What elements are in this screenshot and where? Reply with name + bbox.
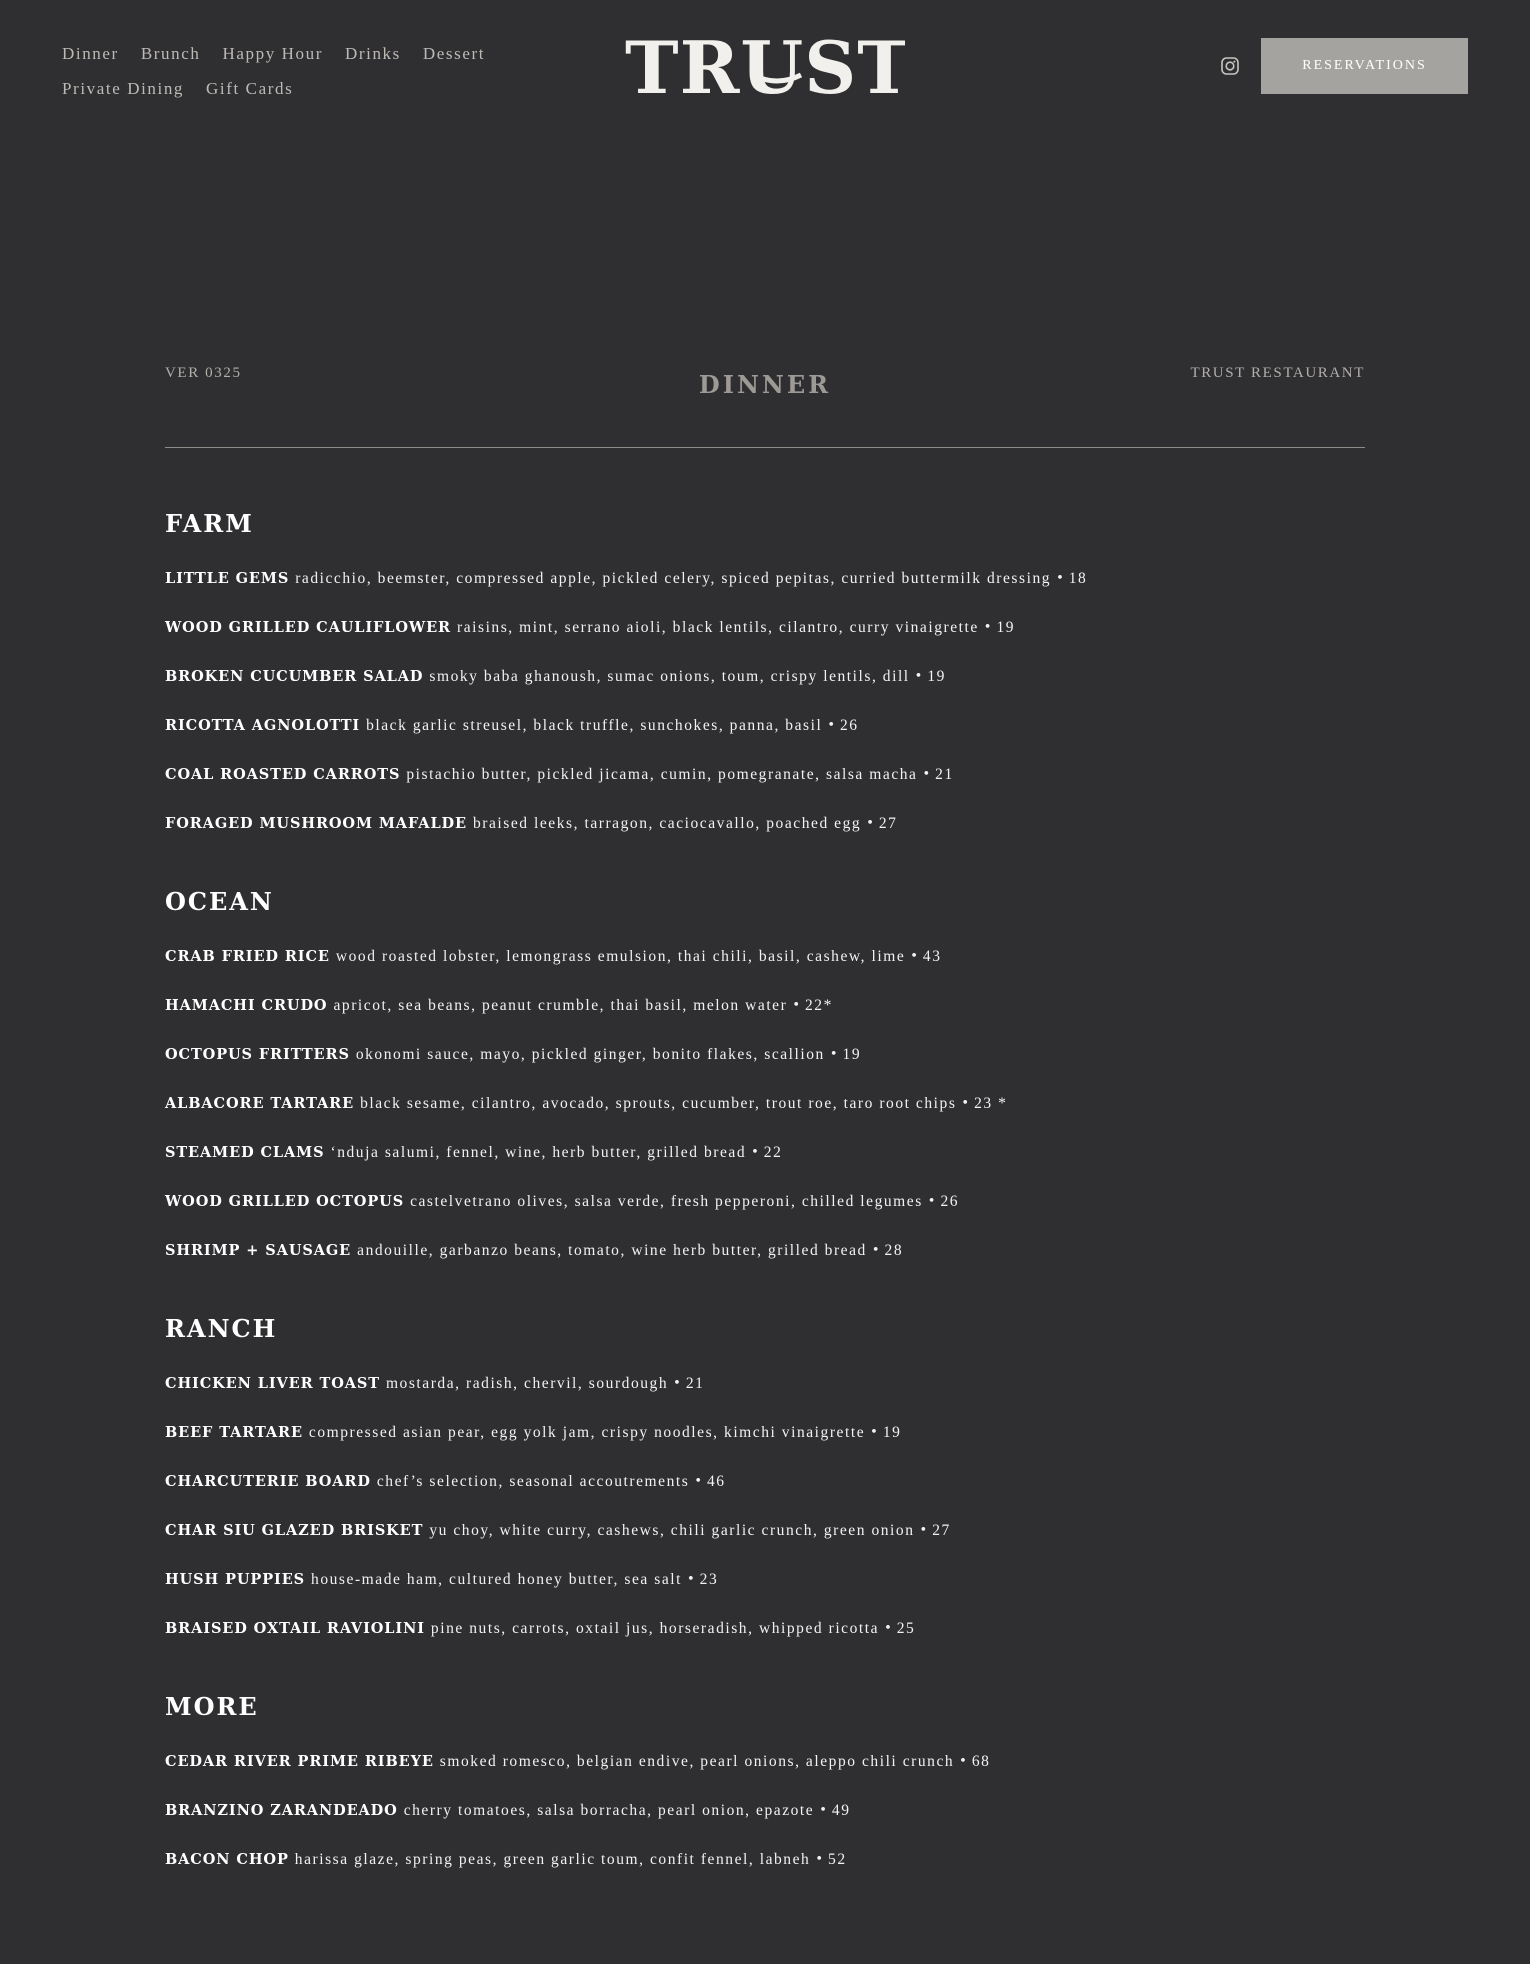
- menu-item-price: 19: [927, 667, 946, 685]
- menu-header: [165, 360, 1365, 448]
- menu-item-name: HUSH PUPPIES: [165, 1571, 306, 1588]
- restaurant-name: TRUST RESTAURANT: [1190, 365, 1365, 381]
- nav-link-dessert[interactable]: Dessert: [422, 43, 486, 63]
- menu-item-name: FORAGED MUSHROOM MAFALDE: [165, 815, 467, 832]
- menu-item-name: LITTLE GEMS: [165, 570, 290, 587]
- menu-item-description: smoky baba ghanoush, sumac onions, toum, crispy lentils, dill: [429, 667, 910, 685]
- menu-item-price: 23: [699, 1570, 719, 1588]
- menu-item-price: 43: [922, 947, 942, 965]
- price-separator: •: [870, 1425, 878, 1440]
- menu-item: [165, 932, 1365, 981]
- menu-item: [165, 1226, 1365, 1275]
- price-separator: •: [792, 998, 800, 1013]
- menu-item-description: black sesame, cilantro, avocado, sprouts, cucumber, trout roe, taro root chips: [360, 1094, 957, 1112]
- menu-item-name: CRAB FRIED RICE: [165, 948, 330, 965]
- menu-item-name: WOOD GRILLED OCTOPUS: [165, 1193, 405, 1210]
- menu-item-description: ‘nduja salumi, fennel, wine, herb butter, grilled bread: [330, 1143, 747, 1161]
- menu-item-description: andouille, garbanzo beans, tomato, wine herb butter, grilled bread: [357, 1241, 867, 1259]
- instagram-icon[interactable]: [1221, 57, 1239, 75]
- menu-item-name: COAL ROASTED CARROTS: [165, 766, 401, 783]
- menu-item: [165, 1408, 1365, 1457]
- nav-row-secondary: [62, 71, 502, 106]
- price-separator: •: [922, 767, 931, 782]
- menu-section-ranch: [165, 1309, 1365, 1653]
- menu-item-name: BROKEN CUCUMBER SALAD: [165, 668, 424, 685]
- menu-item-price: 28: [884, 1241, 904, 1259]
- menu-item-name: STEAMED CLAMS: [165, 1144, 325, 1161]
- menu-item-price: 21: [685, 1374, 705, 1392]
- menu-item-name: OCTOPUS FRITTERS: [165, 1046, 350, 1063]
- price-separator: •: [983, 620, 992, 635]
- nav-link-drinks[interactable]: Drinks: [344, 43, 401, 63]
- menu-item: [165, 1030, 1365, 1079]
- menu-item-description: smoked romesco, belgian endive, pearl onions, aleppo chili crunch: [439, 1752, 955, 1770]
- menu-item-name: CHARCUTERIE BOARD: [165, 1473, 371, 1490]
- section-title: RANCH: [165, 1314, 278, 1343]
- menu-item: [165, 1079, 1365, 1128]
- price-separator: •: [751, 1145, 759, 1160]
- section-spacer: [165, 922, 1365, 932]
- menu-item-description: mostarda, radish, chervil, sourdough: [385, 1374, 669, 1392]
- menu-section-more: [165, 1687, 1365, 1884]
- price-separator: •: [914, 669, 923, 684]
- price-separator: •: [694, 1474, 702, 1489]
- menu-item: [165, 554, 1365, 603]
- price-separator: •: [815, 1852, 824, 1867]
- menu-item-description: compressed asian pear, egg yolk jam, crispy noodles, kimchi vinaigrette: [308, 1423, 866, 1441]
- site-header: [0, 0, 1530, 140]
- nav-link-gift-cards[interactable]: Gift Cards: [206, 78, 294, 98]
- menu-item-price: 19: [842, 1045, 862, 1063]
- menu-item: [165, 1555, 1365, 1604]
- logo-wordmark: TRUST.: [625, 25, 905, 105]
- price-separator: •: [959, 1754, 967, 1769]
- menu-item-price: 25: [896, 1619, 916, 1637]
- menu-item-price: 27: [878, 814, 898, 832]
- price-separator: •: [871, 1243, 880, 1258]
- menu-sections: [165, 504, 1365, 1884]
- price-separator: •: [673, 1376, 681, 1391]
- nav-link-happy-hour[interactable]: Happy Hour: [222, 43, 323, 63]
- menu-title: DINNER: [698, 370, 832, 399]
- menu-item-name: SHRIMP + SAUSAGE: [165, 1242, 352, 1259]
- menu-item-price: 26: [940, 1192, 960, 1210]
- menu-item-price: 27: [932, 1521, 951, 1539]
- nav-link-dinner[interactable]: Dinner: [62, 43, 119, 63]
- menu-item-price: 52: [828, 1850, 847, 1868]
- menu-item-name: RICOTTA AGNOLOTTI: [165, 717, 361, 734]
- menu-item-price: 46: [707, 1472, 726, 1490]
- reservations-button[interactable]: RESERVATIONS: [1261, 38, 1468, 94]
- menu-item-description: raisins, mint, serrano aioli, black lentils, cilantro, curry vinaigrette: [456, 618, 979, 636]
- menu-item-name: CHICKEN LIVER TOAST: [165, 1375, 380, 1392]
- menu-item-description: castelvetrano olives, salsa verde, fresh pepperoni, chilled legumes: [410, 1192, 923, 1210]
- menu-item-description: pistachio butter, pickled jicama, cumin, pomegranate, salsa macha: [406, 765, 918, 783]
- menu-item: [165, 1604, 1365, 1653]
- menu-item: [165, 1786, 1365, 1835]
- menu-item: [165, 1359, 1365, 1408]
- menu-item: [165, 1177, 1365, 1226]
- menu-item-description: wood roasted lobster, lemongrass emulsion, thai chili, basil, cashew, lime: [335, 947, 906, 965]
- section-spacer: [165, 1727, 1365, 1737]
- price-separator: •: [829, 1047, 838, 1062]
- section-spacer: [165, 1349, 1365, 1359]
- menu-item: [165, 799, 1365, 848]
- price-separator: •: [961, 1096, 970, 1111]
- menu-item-description: apricot, sea beans, peanut crumble, thai basil, melon water: [333, 996, 788, 1014]
- price-separator: •: [927, 1194, 936, 1209]
- trust-logo[interactable]: [625, 25, 905, 105]
- main-nav: [62, 36, 502, 106]
- nav-link-brunch[interactable]: Brunch: [140, 43, 201, 63]
- menu-item-name: ALBACORE TARTARE: [165, 1095, 355, 1112]
- price-separator: •: [819, 1803, 827, 1818]
- menu-item-name: HAMACHI CRUDO: [165, 997, 328, 1014]
- menu-item-price: 68: [971, 1752, 991, 1770]
- price-separator: •: [1056, 571, 1064, 586]
- menu-item-name: WOOD GRILLED CAULIFLOWER: [165, 619, 451, 636]
- price-separator: •: [884, 1621, 892, 1636]
- menu-item-description: harissa glaze, spring peas, green garlic toum, confit fennel, labneh: [294, 1850, 811, 1868]
- menu-item-description: chef’s selection, seasonal accoutrements: [376, 1472, 690, 1490]
- menu-item-price: 19: [996, 618, 1016, 636]
- price-separator: •: [910, 949, 918, 964]
- menu-item-price: 22: [763, 1143, 783, 1161]
- menu-item-price: 23 *: [974, 1094, 1008, 1112]
- menu-item-name: BACON CHOP: [165, 1851, 289, 1868]
- section-title: FARM: [165, 509, 254, 538]
- nav-link-private-dining[interactable]: Private Dining: [62, 78, 185, 98]
- menu-item: [165, 1835, 1365, 1884]
- price-separator: •: [827, 718, 835, 733]
- menu-item-description: cherry tomatoes, salsa borracha, pearl onion, epazote: [403, 1801, 815, 1819]
- menu-item: [165, 1128, 1365, 1177]
- menu-version: VER 0325: [165, 365, 242, 381]
- section-title: MORE: [165, 1692, 259, 1721]
- menu-item: [165, 750, 1365, 799]
- menu-item: [165, 1737, 1365, 1786]
- nav-row-primary: [62, 36, 502, 71]
- menu-item-name: BRANZINO ZARANDEADO: [165, 1802, 398, 1819]
- menu-item: [165, 1506, 1365, 1555]
- menu-item-price: 22*: [805, 996, 833, 1014]
- menu-item-name: CHAR SIU GLAZED BRISKET: [165, 1522, 424, 1539]
- section-spacer: [165, 544, 1365, 554]
- menu-item: [165, 701, 1365, 750]
- menu-item: [165, 652, 1365, 701]
- menu-item: [165, 603, 1365, 652]
- menu-item-description: pine nuts, carrots, oxtail jus, horseradish, whipped ricotta: [430, 1619, 880, 1637]
- menu-item-price: 49: [831, 1801, 851, 1819]
- menu-item-price: 21: [935, 765, 954, 783]
- menu-section-ocean: [165, 882, 1365, 1275]
- menu-item-price: 26: [840, 716, 859, 734]
- menu-item-name: CEDAR RIVER PRIME RIBEYE: [165, 1753, 434, 1770]
- dinner-menu: [165, 360, 1365, 1884]
- menu-item: [165, 981, 1365, 1030]
- menu-item-description: braised leeks, tarragon, caciocavallo, poached egg: [472, 814, 862, 832]
- price-separator: •: [866, 816, 874, 831]
- menu-item-name: BEEF TARTARE: [165, 1424, 303, 1441]
- menu-item: [165, 1457, 1365, 1506]
- menu-item-price: 18: [1068, 569, 1088, 587]
- section-title: OCEAN: [165, 887, 274, 916]
- menu-item-description: house-made ham, cultured honey butter, sea salt: [311, 1570, 682, 1588]
- menu-item-description: black garlic streusel, black truffle, sunchokes, panna, basil: [366, 716, 823, 734]
- price-separator: •: [686, 1572, 695, 1587]
- price-separator: •: [919, 1523, 928, 1538]
- menu-item-description: okonomi sauce, mayo, pickled ginger, bonito flakes, scallion: [355, 1045, 825, 1063]
- menu-section-farm: [165, 504, 1365, 848]
- menu-item-description: radicchio, beemster, compressed apple, pickled celery, spiced pepitas, curried buttermilk dressing: [295, 569, 1052, 587]
- menu-item-price: 19: [882, 1423, 902, 1441]
- menu-item-name: BRAISED OXTAIL RAVIOLINI: [165, 1620, 425, 1637]
- menu-item-description: yu choy, white curry, cashews, chili garlic crunch, green onion: [429, 1521, 915, 1539]
